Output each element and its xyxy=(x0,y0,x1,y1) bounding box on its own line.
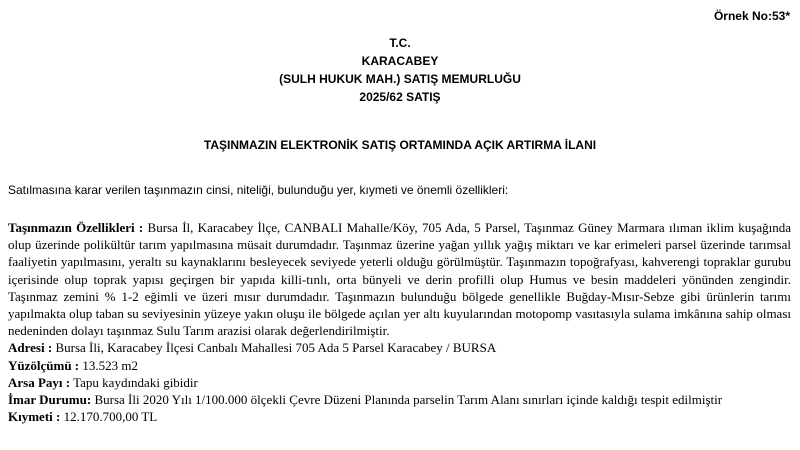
zoning-row xyxy=(8,391,791,408)
zoning-value: Bursa İli 2020 Yılı 1/100.000 ölçekli Çevre Düzeni Planında parselin Tarım Alanı sınırları içinde kaldığı tespit edilmiştir xyxy=(91,392,723,408)
address-value: Bursa İli, Karacabey İlçesi Canbalı Mahallesi 705 Ada 5 Parsel Karacabey / BURSA xyxy=(52,340,497,356)
address-label: Adresi : xyxy=(8,340,53,356)
property-details xyxy=(8,219,791,425)
value-row xyxy=(8,408,791,425)
land-share-label: Arsa Payı : xyxy=(8,374,71,390)
notice-title: TAŞINMAZIN ELEKTRONİK SATIŞ ORTAMINDA AÇIK ARTIRMA İLANI xyxy=(203,138,597,152)
zoning-label: İmar Durumu: xyxy=(8,392,92,408)
value-label: Kıymeti : xyxy=(8,409,61,425)
address-row xyxy=(8,339,791,356)
header-file-number: 2025/62 SATIŞ xyxy=(359,90,441,104)
area-label: Yüzölçümü : xyxy=(8,357,80,373)
value-amount: 12.170.700,00 TL xyxy=(60,409,158,425)
intro-text: Satılmasına karar verilen taşınmazın cinsi, niteliği, bulunduğu yer, kıymeti ve önemli özellikleri: xyxy=(8,183,509,197)
sample-number: Örnek No:53* xyxy=(713,9,790,23)
document-header xyxy=(0,34,800,106)
header-city: KARACABEY xyxy=(361,54,439,68)
features-label: Taşınmazın Özellikleri : xyxy=(8,220,144,235)
header-country: T.C. xyxy=(389,36,411,50)
land-share-value: Tapu kaydındaki gibidir xyxy=(70,374,198,390)
area-row xyxy=(8,357,791,374)
land-share-row xyxy=(8,374,791,391)
property-features xyxy=(8,219,791,339)
features-text: Bursa İl, Karacabey İlçe, CANBALI Mahalle/Köy, 705 Ada, 5 Parsel, Taşınmaz Güney Marmara ılıman iklim kuşağında olup üzerinde polikültür tarım yapılmasına müsait durumdadır. Taşınmaz üzerine yağan yıllık yağış miktarı ve kar erimeleri parsel üzerinde tarımsal faaliyetin yapılmasını, yeraltı su kaynaklarını besleyecek seviyede yeterli olduğu görülmüştür. Taşınmazın topoğrafyası, kahverengi topraklar gurubu içerisinde olup toprak yapısı geçirgen bir yapıda killi-tınlı, orta bünyeli ve derin profilli olup Humus ve besin maddeleri yönünden zengindir. Taşınmaz zemini % 1-2 eğimli ve üzeri mısır durumdadır. Taşınmazın bulunduğu bölgede genellikle Buğday-Mısır-Sebze gibi ürünlerin tarımı yapılmakta olup taban su seviyesinin yüzeye yakın oluşu ile bölgede açılan yer altı kuyularından motopomp vasıtasıyla sulama imkânına sahip olması nedeninden dolayı taşınmaz Sulu Tarım arazisi olarak değerlendirilmiştir. xyxy=(8,220,791,339)
header-office: (SULH HUKUK MAH.) SATIŞ MEMURLUĞU xyxy=(279,72,521,86)
area-value: 13.523 m2 xyxy=(79,357,139,373)
